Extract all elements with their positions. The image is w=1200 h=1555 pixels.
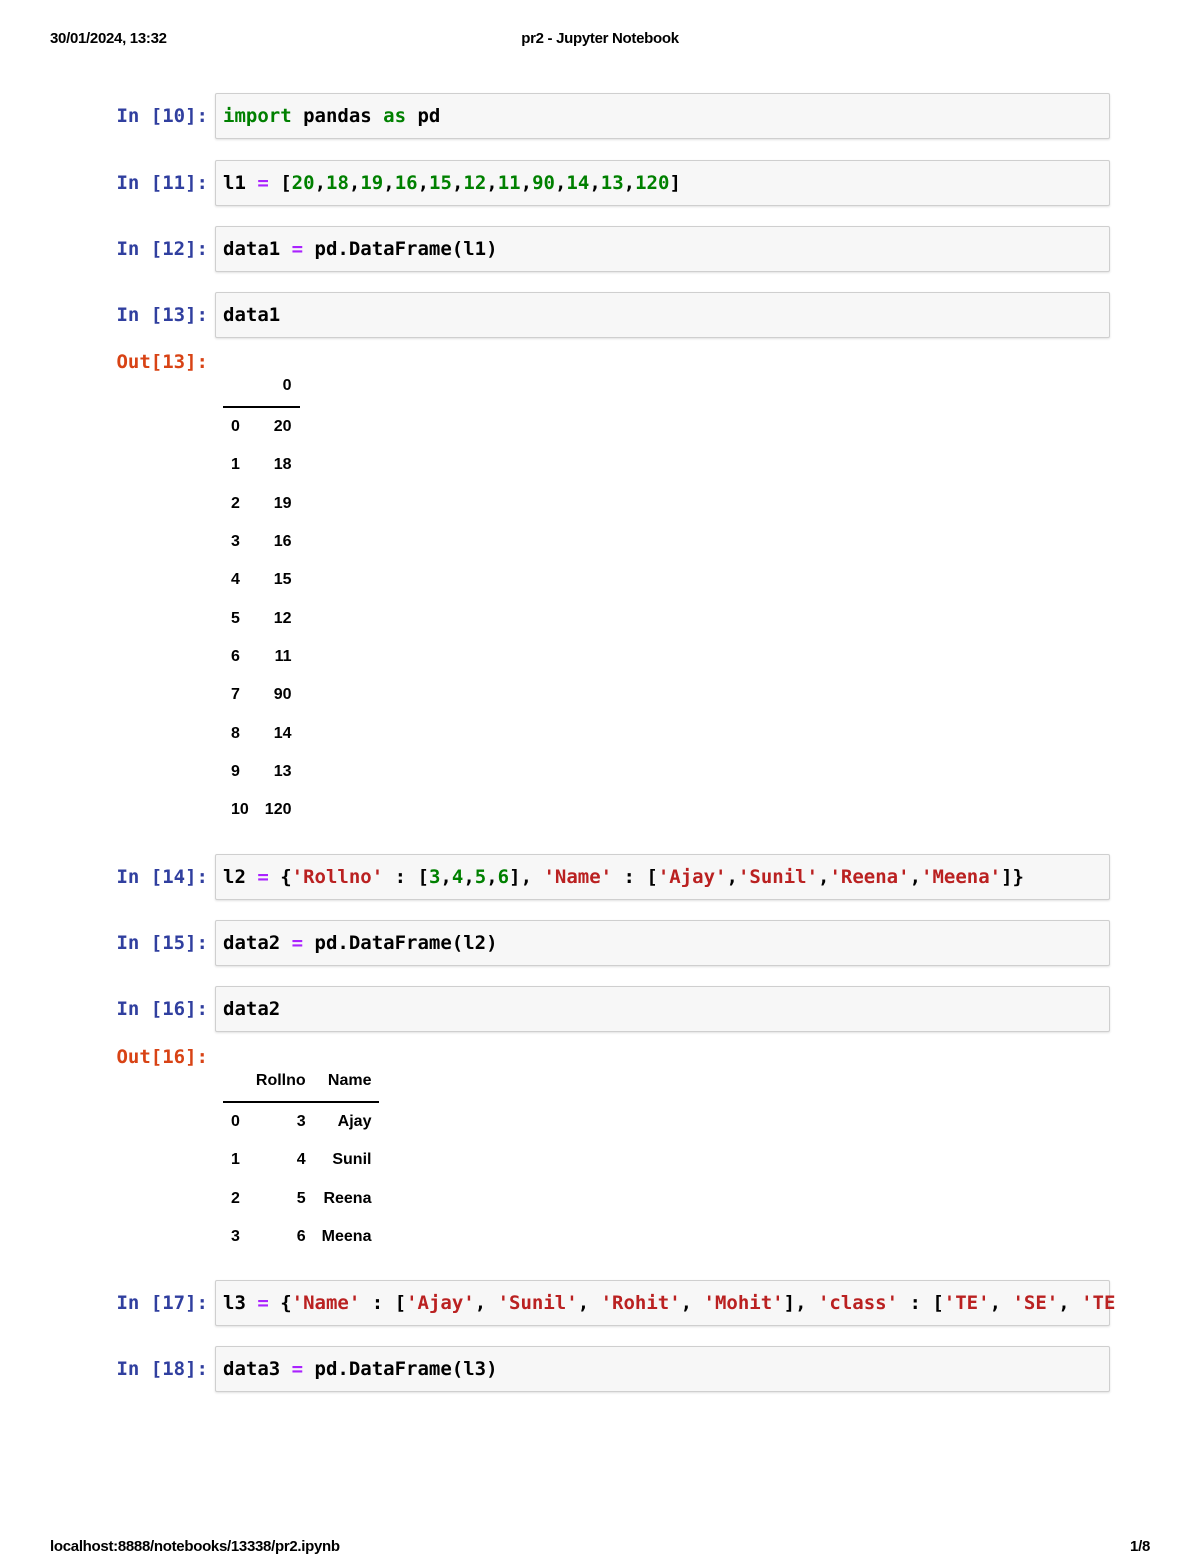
table-row xyxy=(223,676,300,714)
code-token: , xyxy=(314,172,327,194)
code-token: 120 xyxy=(635,172,670,194)
table-cell: 5 xyxy=(296,1189,306,1207)
code-token: 5 xyxy=(474,866,487,888)
code-token: pd.DataFrame(l3) xyxy=(303,1358,498,1380)
code-token: 6 xyxy=(497,866,510,888)
table-cell: Sunil xyxy=(332,1151,372,1169)
code-token: , xyxy=(623,172,636,194)
code-token: 3 xyxy=(428,866,441,888)
dataframe-output xyxy=(223,366,300,829)
code-token: { xyxy=(268,866,292,888)
code-token: , xyxy=(474,1292,498,1314)
page-number: 1/8 xyxy=(1130,1538,1150,1555)
table-row xyxy=(223,561,300,599)
row-index: 3 xyxy=(231,1228,240,1246)
code-token: 'Name' xyxy=(291,1292,361,1314)
code-token: data3 xyxy=(223,1358,292,1380)
code-line xyxy=(223,161,681,205)
code-token: 13 xyxy=(600,172,624,194)
code-token: 15 xyxy=(429,172,452,194)
code-token: import xyxy=(223,105,292,127)
code-line xyxy=(223,293,280,337)
table-cell: 6 xyxy=(296,1228,306,1246)
code-token: , xyxy=(989,1292,1013,1314)
table-row xyxy=(223,1102,379,1141)
column-header xyxy=(223,366,257,407)
table-cell: 20 xyxy=(273,418,292,436)
code-cell[interactable] xyxy=(215,1280,1116,1326)
code-token: 'class' xyxy=(817,1292,899,1314)
table-header-row xyxy=(223,366,300,407)
table-header-row xyxy=(223,1061,379,1102)
column-header: Name xyxy=(314,1061,380,1102)
table-row xyxy=(223,1180,379,1218)
code-token: pandas xyxy=(291,105,384,127)
row-index: 8 xyxy=(231,724,240,742)
code-token: = xyxy=(257,866,269,888)
table-cell: 16 xyxy=(273,533,292,551)
table-row xyxy=(223,446,300,484)
output-prompt: Out[13]: xyxy=(116,351,208,373)
code-token: , xyxy=(818,866,830,888)
code-token: 20 xyxy=(291,172,315,194)
table-cell: 18 xyxy=(273,456,292,474)
code-token: l3 xyxy=(223,1292,258,1314)
row-index: 2 xyxy=(231,494,240,512)
code-cell[interactable] xyxy=(215,854,1110,900)
code-token: 18 xyxy=(326,172,349,194)
table-cell: 15 xyxy=(273,571,292,589)
code-token: 'Reena' xyxy=(829,866,910,888)
input-prompt: In [17]: xyxy=(116,1292,208,1314)
code-token: 'Rohit' xyxy=(600,1292,681,1314)
code-token: 19 xyxy=(360,172,384,194)
code-token: , xyxy=(463,866,475,888)
code-token: 'TE' xyxy=(943,1292,990,1314)
input-prompt: In [10]: xyxy=(116,105,208,127)
code-token: as xyxy=(383,105,407,127)
code-line xyxy=(223,921,498,965)
code-token: 'Sunil' xyxy=(737,866,819,888)
code-token: 'Ajay' xyxy=(406,1292,475,1314)
row-index: 7 xyxy=(231,686,240,704)
code-token: = xyxy=(257,1292,269,1314)
code-token: , xyxy=(680,1292,704,1314)
code-token: 'TE xyxy=(1081,1292,1116,1314)
code-token: , xyxy=(1058,1292,1082,1314)
input-prompt: In [15]: xyxy=(116,932,208,954)
table-cell: 3 xyxy=(296,1113,306,1131)
table-cell: 12 xyxy=(273,609,292,627)
code-token: = xyxy=(291,238,304,260)
row-index: 1 xyxy=(231,456,240,474)
table-row xyxy=(223,791,300,829)
table-cell: 11 xyxy=(274,647,292,665)
dataframe-output xyxy=(223,1061,379,1256)
code-token: , xyxy=(348,172,361,194)
code-line xyxy=(223,1347,498,1391)
code-token: ], xyxy=(509,866,544,888)
table-cell: 19 xyxy=(273,494,292,512)
code-token: 'SE' xyxy=(1012,1292,1059,1314)
code-token: data2 xyxy=(223,932,292,954)
column-header: Rollno xyxy=(248,1061,314,1102)
input-prompt: In [12]: xyxy=(116,238,208,260)
table-row xyxy=(223,485,300,523)
code-cell[interactable] xyxy=(215,160,1110,206)
column-header xyxy=(223,1061,248,1102)
row-index: 0 xyxy=(231,1113,240,1131)
code-token: 14 xyxy=(566,172,590,194)
row-index: 1 xyxy=(231,1151,240,1169)
table-row xyxy=(223,407,300,446)
input-prompt: In [14]: xyxy=(116,866,208,888)
table-cell: Ajay xyxy=(337,1113,372,1131)
table-row xyxy=(223,714,300,752)
code-cell[interactable] xyxy=(215,292,1110,338)
code-token: , xyxy=(440,866,452,888)
table-row xyxy=(223,599,300,637)
print-datetime: 30/01/2024, 13:32 xyxy=(50,30,167,47)
input-prompt: In [11]: xyxy=(116,172,208,194)
table-row xyxy=(223,1141,379,1179)
row-index: 2 xyxy=(231,1189,240,1207)
table-row xyxy=(223,638,300,676)
table-row xyxy=(223,753,300,791)
code-token: , xyxy=(554,172,567,194)
code-cell[interactable] xyxy=(215,93,1110,139)
code-token: , xyxy=(486,172,498,194)
code-token: data1 xyxy=(223,238,292,260)
code-token: { xyxy=(268,1292,292,1314)
table-cell: Meena xyxy=(321,1228,372,1246)
code-token: = xyxy=(291,1358,304,1380)
print-url: localhost:8888/notebooks/13338/pr2.ipynb xyxy=(50,1538,340,1555)
code-token: , xyxy=(589,172,601,194)
row-index: 0 xyxy=(231,418,240,436)
code-token: , xyxy=(909,866,922,888)
row-index: 4 xyxy=(231,571,240,589)
code-token: 'Rollno' xyxy=(291,866,384,888)
column-header: 0 xyxy=(257,366,300,407)
code-line xyxy=(223,94,440,138)
code-token: : [ xyxy=(612,866,658,888)
code-token: , xyxy=(417,172,430,194)
code-token: , xyxy=(577,1292,601,1314)
code-token: pd.DataFrame(l2) xyxy=(303,932,498,954)
code-cell[interactable] xyxy=(215,1346,1110,1392)
code-token: 90 xyxy=(532,172,555,194)
code-token: 12 xyxy=(463,172,487,194)
table-cell: 120 xyxy=(264,801,292,819)
code-cell[interactable] xyxy=(215,986,1110,1032)
code-line xyxy=(223,987,280,1031)
print-page-title: pr2 - Jupyter Notebook xyxy=(521,30,679,47)
code-token: 11 xyxy=(497,172,521,194)
code-line xyxy=(223,1281,1115,1325)
code-token: , xyxy=(520,172,533,194)
code-token: pd xyxy=(406,105,441,127)
code-token: 'Name' xyxy=(543,866,613,888)
table-cell: Reena xyxy=(323,1189,372,1207)
code-token: ] xyxy=(669,172,681,194)
input-prompt: In [18]: xyxy=(116,1358,208,1380)
code-token: 'Meena' xyxy=(921,866,1002,888)
code-token: data2 xyxy=(223,998,281,1020)
code-token: 'Mohit' xyxy=(703,1292,784,1314)
table-cell: 13 xyxy=(273,762,292,780)
row-index: 10 xyxy=(231,801,249,819)
row-index: 5 xyxy=(231,609,240,627)
table-row xyxy=(223,1218,379,1256)
code-token: 'Sunil' xyxy=(497,1292,578,1314)
code-token: l2 xyxy=(223,866,258,888)
code-token: = xyxy=(291,932,304,954)
code-token: 16 xyxy=(394,172,418,194)
code-token: : [ xyxy=(360,1292,407,1314)
table-cell: 4 xyxy=(296,1151,306,1169)
output-prompt: Out[16]: xyxy=(116,1046,208,1068)
code-line xyxy=(223,855,1024,899)
code-token: , xyxy=(383,172,395,194)
code-token: , xyxy=(451,172,464,194)
code-token: l1 xyxy=(223,172,258,194)
code-cell[interactable] xyxy=(215,226,1110,272)
table-cell: 90 xyxy=(273,686,292,704)
row-index: 3 xyxy=(231,533,240,551)
code-token: data1 xyxy=(223,304,281,326)
code-token: [ xyxy=(268,172,292,194)
code-token: : [ xyxy=(383,866,429,888)
code-cell[interactable] xyxy=(215,920,1110,966)
input-prompt: In [16]: xyxy=(116,998,208,1020)
code-token: = xyxy=(257,172,269,194)
code-token: ]} xyxy=(1001,866,1024,888)
code-token: ], xyxy=(783,1292,818,1314)
code-token: pd.DataFrame(l1) xyxy=(303,238,498,260)
code-token: , xyxy=(726,866,738,888)
table-row xyxy=(223,523,300,561)
row-index: 9 xyxy=(231,762,240,780)
code-token: 'Ajay' xyxy=(657,866,727,888)
code-token: : [ xyxy=(898,1292,944,1314)
row-index: 6 xyxy=(231,647,240,665)
code-token: 4 xyxy=(451,866,464,888)
table-cell: 14 xyxy=(273,724,292,742)
code-line xyxy=(223,227,498,271)
input-prompt: In [13]: xyxy=(116,304,208,326)
code-token: , xyxy=(486,866,498,888)
